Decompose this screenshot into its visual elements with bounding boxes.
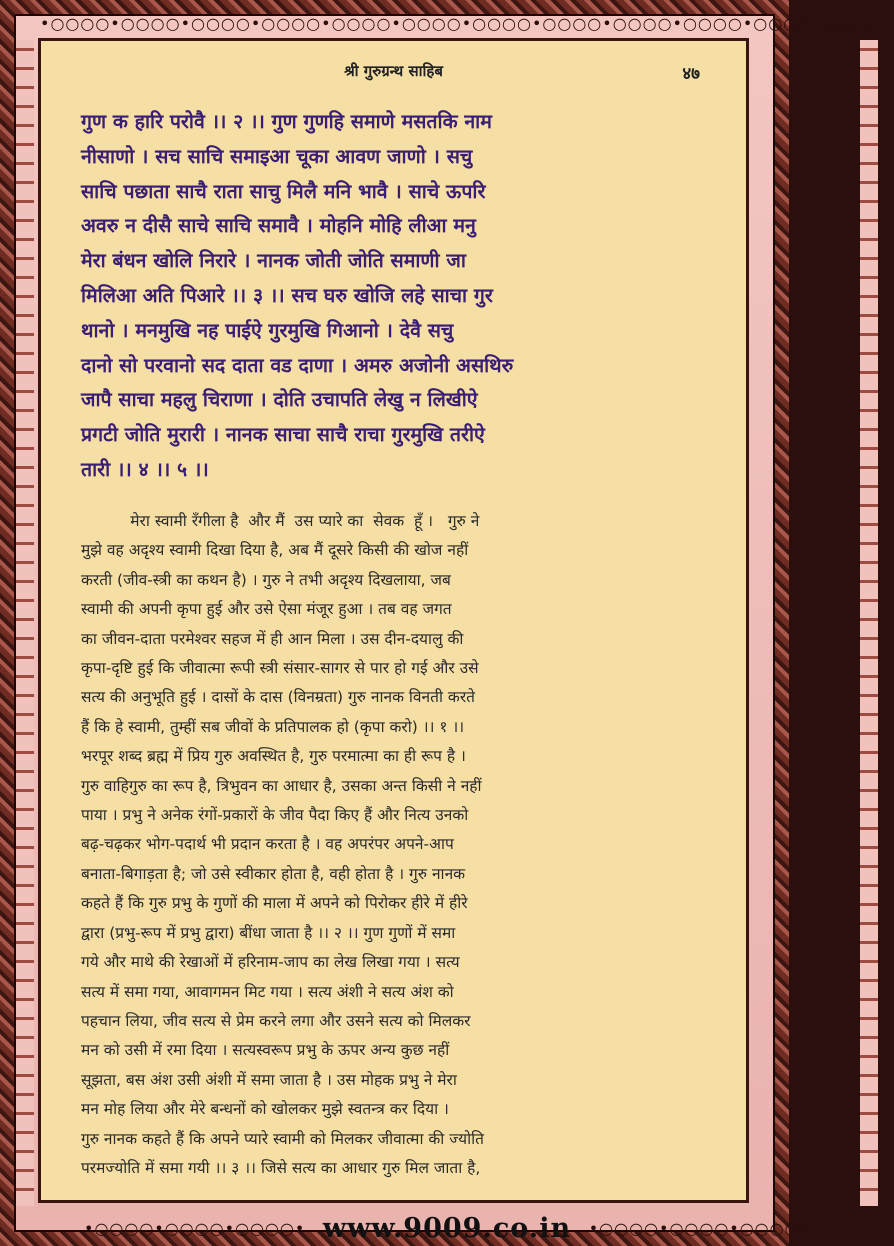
scripture-page (38, 38, 749, 1203)
translation-line: मन मोह लिया और मेरे बन्धनों को खोलकर मुझे स्वतन्त्र कर दिया । (81, 1100, 449, 1119)
page-header (41, 61, 746, 85)
top-scroll-ornament: •○○○○•○○○○•○○○○•○○○○•○○○○•○○○○•○○○○•○○○○•○○○○•○○○○•○○○○•○○○○• (40, 14, 894, 33)
translation-line: सत्य की अनुभूति हुई । दासों के दास (विनम्रता) गुरु नानक विनती करते (81, 688, 476, 707)
translation-line: पहचान लिया, जीव सत्य से प्रेम करने लगा और उसने सत्य को मिलकर (81, 1011, 471, 1030)
translation-line: स्वामी की अपनी कृपा हुई और उसे ऐसा मंजूर हुआ । तब वह जगत (81, 600, 452, 619)
gurmukhi-verse-block (81, 105, 721, 488)
translation-line: बनाता-बिगाड़ता है; जो उसे स्वीकार होता है, वही होता है । गुरु नानक (81, 864, 466, 883)
translation-line: गये और माथे की रेखाओं में हरिनाम-जाप का लेख लिखा गया । सत्य (81, 953, 460, 972)
translation-line: गुरु नानक कहते हैं कि अपने प्यारे स्वामी को मिलकर जीवात्मा की ज्योति (81, 1129, 484, 1148)
bottom-left-ornament: •○○○○•○○○○•○○○○• (84, 1219, 306, 1238)
translation-line: हैं कि हे स्वामी, तुम्हीं सब जीवों के प्रतिपालक हो (कृपा करो) ।। १ ।। (81, 717, 465, 736)
running-title: श्री गुरुग्रन्थ साहिब (344, 62, 443, 80)
translation-line: भरपूर शब्द ब्रह्म में प्रिय गुरु अवस्थित है, गुरु परमात्मा का ही रूप है । (81, 747, 466, 766)
translation-line: का जीवन-दाता परमेश्वर सहज में ही आन मिला । उस दीन-दयालु की (81, 629, 464, 648)
bottom-scroll-ornament (40, 1213, 854, 1246)
translation-line: कृपा-दृष्टि हुई कि जीवात्मा रूपी स्त्री संसार-सागर से पार हो गई और उसे (81, 659, 479, 678)
translation-line: सूझता, बस अंश उसी अंशी में समा जाता है । उस मोहक प्रभु ने मेरा (81, 1070, 457, 1089)
verse-line: थानो । मनमुखि नह पाईऐ गुरमुखि गिआनो । देवै सचु (81, 318, 454, 342)
translation-line: बढ़-चढ़कर भोग-पदार्थ भी प्रदान करता है । वह अपरंपर अपने-आप (81, 835, 454, 854)
translation-line: कहते हैं कि गुरु प्रभु के गुणों की माला में अपने को पिरोकर हीरे में हीरे (81, 894, 468, 913)
verse-line: दानो सो परवानो सद दाता वड दाणा । अमरु अजोनी असथिरु (81, 353, 514, 377)
translation-line: सत्य में समा गया, आवागमन मिट गया । सत्य अंशी ने सत्य अंश को (81, 982, 454, 1001)
site-url[interactable]: www.9009.co.in (322, 1213, 572, 1244)
translation-line: परमज्योति में समा गयी ।। ३ ।। जिसे सत्य का आधार गुरु मिल जाता है, (81, 1158, 481, 1177)
right-border-ornament (860, 40, 878, 1206)
translation-line: मेरा स्वामी रँगीला है और मैं उस प्यारे का सेवक हूँ । गुरु ने (81, 512, 480, 530)
bottom-right-ornament: •○○○○•○○○○•○○○○• (588, 1219, 810, 1238)
verse-line: नीसाणो । सच साचि समाइआ चूका आवण जाणो । सचु (81, 144, 473, 168)
translation-line: द्वारा (प्रभु-रूप में प्रभु द्वारा) बींधा जाता है ।। २ ।। गुण गुणों में समा (81, 923, 456, 942)
verse-line: मेरा बंधन खोलि निरारे । नानक जोती जोति समाणी जा (81, 249, 466, 273)
translation-line: मन को उसी में रमा दिया । सत्यस्वरूप प्रभु के ऊपर अन्य कुछ नहीं (81, 1041, 450, 1060)
translation-line: पाया । प्रभु ने अनेक रंगों-प्रकारों के जीव पैदा किए हैं और नित्य उनको (81, 806, 469, 825)
left-border-ornament (16, 40, 34, 1206)
verse-line: जापै साचा महलु चिराणा । दोति उचापति लेखु न लिखीऐ (81, 388, 478, 412)
verse-line: अवरु न दीसै साचे साचि समावै । मोहनि मोहि लीआ मनु (81, 214, 476, 238)
page-number: ४७ (682, 64, 700, 84)
translation-line: गुरु वाहिगुरु का रूप है, त्रिभुवन का आधार है, उसका अन्त किसी ने नहीं (81, 776, 482, 795)
hindi-translation-block (81, 507, 721, 1183)
verse-line: मिलिआ अति पिआरे ।। ३ ।। सच घरु खोजि लहे साचा गुर (81, 283, 493, 307)
translation-line: करती (जीव-स्त्री का कथन है) । गुरु ने तभी अदृश्य दिखलाया, जब (81, 570, 451, 589)
verse-line: साचि पछाता साचै राता साचु मिलै मनि भावै । साचे ऊपरि (81, 179, 486, 203)
verse-line: प्रगटी जोति मुरारी । नानक साचा साचै राचा गुरमुखि तरीऐ (81, 423, 485, 447)
verse-line: तारी ।। ४ ।। ५ ।। (81, 457, 209, 481)
translation-line: मुझे वह अदृश्य स्वामी दिखा दिया है, अब मैं दूसरे किसी की खोज नहीं (81, 541, 469, 560)
verse-line: गुण क हारि परोवै ।। २ ।। गुण गुणहि समाणे मसतकि नाम (81, 110, 492, 133)
